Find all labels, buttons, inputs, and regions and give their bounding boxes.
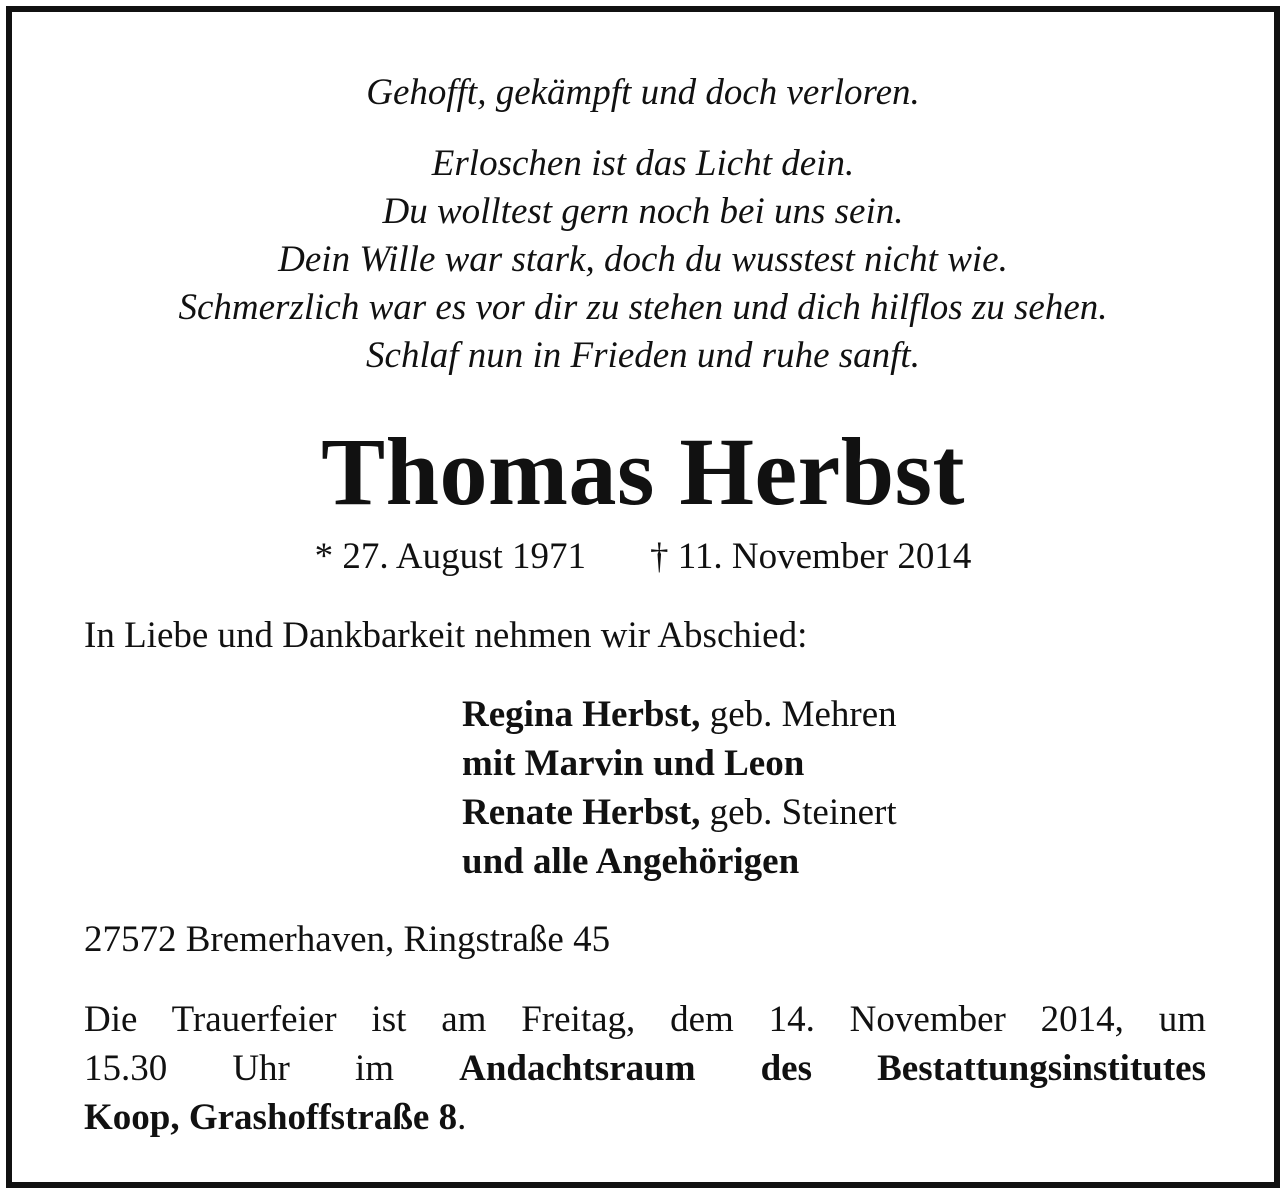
- poem-stanza: [12, 140, 1274, 380]
- life-dates: [12, 533, 1274, 581]
- poem-first-line: Gehofft, gekämpft und doch verloren.: [366, 72, 920, 113]
- ceremony-venue: Andachtsraum des Bestattungsinstitutes: [459, 1048, 1207, 1089]
- poem-line: Dein Wille war stark, doch du wusstest nicht wie.: [278, 239, 1008, 280]
- mourner-note: geb. Steinert: [700, 792, 897, 833]
- mourners-list: [462, 690, 897, 886]
- obituary-frame: [6, 6, 1280, 1188]
- mourner-note: geb. Mehren: [700, 694, 897, 735]
- mourner-row: [462, 788, 897, 837]
- ceremony-line: Die Trauerfeier ist am Freitag, dem 14. November 2014, um: [84, 999, 1206, 1040]
- mourner-row: [462, 739, 897, 788]
- mourner-name: Renate Herbst,: [462, 792, 701, 833]
- ceremony-period: .: [457, 1097, 467, 1138]
- birth-date: * 27. August 1971: [314, 536, 587, 577]
- family-address: 27572 Bremerhaven, Ringstraße 45: [84, 919, 611, 960]
- deceased-name: Thomas Herbst: [321, 418, 965, 525]
- poem-line: Schlaf nun in Frieden und ruhe sanft.: [366, 335, 920, 376]
- mourner-name: mit Marvin und Leon: [462, 743, 805, 784]
- ceremony-line: [84, 1093, 1206, 1142]
- mourner-row: [462, 837, 897, 886]
- poem-line: Erloschen ist das Licht dein.: [431, 143, 855, 184]
- mourner-row: [462, 690, 897, 739]
- poem-line: Schmerzlich war es vor dir zu stehen und dich hilflos zu sehen.: [178, 287, 1108, 328]
- ceremony-location: Koop, Grashoffstraße 8: [84, 1097, 458, 1138]
- ceremony-line: [84, 1044, 1206, 1093]
- mourner-name: Regina Herbst,: [462, 694, 701, 735]
- mourner-name: und alle Angehörigen: [462, 841, 800, 882]
- ceremony-time: 15.30 Uhr im: [84, 1048, 395, 1089]
- death-date: † 11. November 2014: [650, 536, 972, 577]
- poem-line: Du wolltest gern noch bei uns sein.: [382, 191, 904, 232]
- ceremony-notice: [84, 995, 1206, 1142]
- farewell-intro: In Liebe und Dankbarkeit nehmen wir Abschied:: [84, 615, 808, 656]
